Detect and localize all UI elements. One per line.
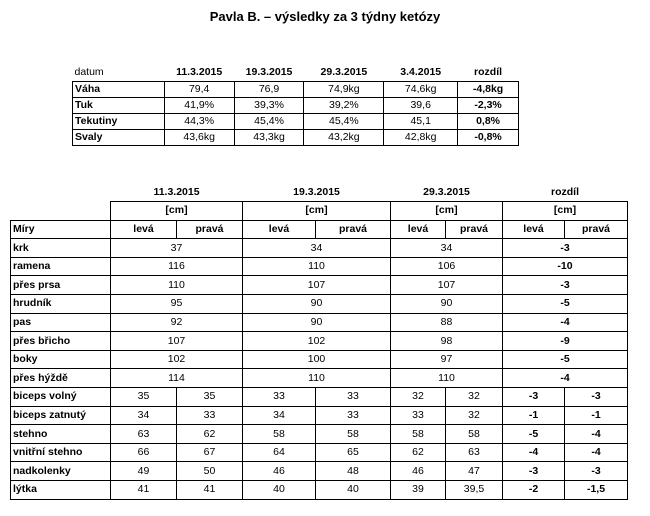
summary-cell: 41,9% [164,97,234,113]
value-cell: 65 [316,443,391,462]
table-row [11,481,628,500]
row-label: krk [11,239,111,258]
right-header: pravá [177,220,243,239]
value-cell: 90 [243,295,391,314]
value-cell: 98 [391,332,503,351]
table-row [11,425,628,444]
date-header: rozdíl [551,185,580,198]
value-cell: 107 [391,276,503,295]
summary-row [73,81,519,97]
row-label: pas [11,313,111,332]
summary-row-label: Svaly [73,129,165,145]
summary-row [73,97,519,113]
value-cell: 47 [446,462,503,481]
row-label: boky [11,350,111,369]
summary-diff-cell: -4,8kg [458,81,519,97]
summary-row-label: Váha [73,81,165,97]
diff-cell: -4 [565,425,628,444]
value-cell: 63 [111,425,177,444]
summary-header-datum: datum [74,66,104,79]
value-cell: 32 [446,406,503,425]
diff-cell: -10 [503,257,628,276]
diff-cell: -1 [503,406,565,425]
row-label: lýtka [11,481,111,500]
value-cell: 90 [391,295,503,314]
value-cell: 35 [177,388,243,407]
summary-cell: 45,1 [384,113,458,129]
table-row [11,276,628,295]
value-cell: 46 [391,462,446,481]
left-header: levá [111,220,177,239]
value-cell: 33 [316,388,391,407]
measurements-table [10,183,628,500]
summary-cell: 79,4 [164,81,234,97]
summary-diff-cell: -0,8% [458,129,519,145]
value-cell: 50 [177,462,243,481]
diff-cell: -4 [503,443,565,462]
summary-table [72,65,519,146]
value-cell: 39 [391,481,446,500]
value-cell: 32 [446,388,503,407]
summary-row [73,129,519,145]
row-label: přes prsa [11,276,111,295]
value-cell: 110 [243,369,391,388]
value-cell: 58 [316,425,391,444]
row-label: stehno [11,425,111,444]
value-cell: 88 [391,313,503,332]
diff-cell: -9 [503,332,628,351]
value-cell: 107 [243,276,391,295]
value-cell: 64 [243,443,316,462]
value-cell: 110 [243,257,391,276]
summary-cell: 74,6kg [384,81,458,97]
value-cell: 40 [243,481,316,500]
row-label: přes hýždě [11,369,111,388]
summary-header-date: 19.3.2015 [245,66,293,79]
diff-cell: -4 [565,443,628,462]
value-cell: 102 [111,350,243,369]
summary-row-label: Tuk [73,97,165,113]
table-row [11,406,628,425]
diff-cell: -1 [565,406,628,425]
value-cell: 46 [243,462,316,481]
value-cell: 33 [316,406,391,425]
value-cell: 49 [111,462,177,481]
table-row [11,257,628,276]
value-cell: 66 [111,443,177,462]
value-cell: 62 [391,443,446,462]
value-cell: 41 [177,481,243,500]
summary-diff-cell: -2,3% [458,97,519,113]
value-cell: 100 [243,350,391,369]
diff-cell: -3 [503,276,628,295]
summary-cell: 74,9kg [304,81,384,97]
table-row [11,332,628,351]
value-cell: 90 [243,313,391,332]
value-cell: 41 [111,481,177,500]
value-cell: 62 [177,425,243,444]
value-cell: 32 [391,388,446,407]
row-label: biceps volný [11,388,111,407]
value-cell: 110 [391,369,503,388]
page-title: Pavla B. – výsledky za 3 týdny ketózy [209,9,441,24]
table-row [11,462,628,481]
summary-header-date: 11.3.2015 [176,66,223,79]
summary-cell: 43,3kg [234,129,304,145]
value-cell: 34 [391,239,503,258]
blank-cell [11,183,111,202]
value-cell: 92 [111,313,243,332]
unit-header: [cm] [391,202,503,221]
diff-cell: -4 [503,313,628,332]
diff-cell: -5 [503,295,628,314]
summary-cell: 44,3% [164,113,234,129]
row-label: biceps zatnutý [11,406,111,425]
right-header: pravá [446,220,503,239]
value-cell: 97 [391,350,503,369]
value-cell: 33 [391,406,446,425]
value-cell: 34 [111,406,177,425]
summary-diff-cell: 0,8% [458,113,519,129]
value-cell: 116 [111,257,243,276]
summary-cell: 76,9 [234,81,304,97]
left-header: levá [391,220,446,239]
value-cell: 58 [446,425,503,444]
diff-cell: -3 [503,239,628,258]
table-row [11,295,628,314]
value-cell: 40 [316,481,391,500]
summary-cell: 43,6kg [164,129,234,145]
value-cell: 58 [243,425,316,444]
date-header: 11.3.2015 [153,185,200,198]
value-cell: 58 [391,425,446,444]
right-header: pravá [565,220,628,239]
date-header-row [11,183,628,202]
left-header: levá [503,220,565,239]
right-header: pravá [316,220,391,239]
table-row [11,239,628,258]
diff-cell: -3 [565,388,628,407]
diff-cell: -3 [503,388,565,407]
summary-cell: 39,2% [304,97,384,113]
blank-cell [11,202,111,221]
value-cell: 48 [316,462,391,481]
value-cell: 102 [243,332,391,351]
summary-cell: 42,8kg [384,129,458,145]
col-header-miry: Míry [11,220,111,239]
unit-header: [cm] [243,202,391,221]
summary-cell: 39,3% [234,97,304,113]
value-cell: 34 [243,239,391,258]
unit-header-row [11,202,628,221]
left-header: levá [243,220,316,239]
table-row [11,388,628,407]
summary-header-date: 3.4.2015 [400,66,442,79]
row-label: hrudník [11,295,111,314]
value-cell: 106 [391,257,503,276]
diff-cell: -5 [503,425,565,444]
summary-cell: 45,4% [234,113,304,129]
summary-row [73,113,519,129]
value-cell: 67 [177,443,243,462]
row-label: přes břicho [11,332,111,351]
side-header-row [11,220,628,239]
value-cell: 110 [111,276,243,295]
row-label: ramena [11,257,111,276]
diff-cell: -5 [503,350,628,369]
diff-cell: -2 [503,481,565,500]
table-row [11,313,628,332]
diff-cell: -1,5 [565,481,628,500]
value-cell: 33 [177,406,243,425]
value-cell: 34 [243,406,316,425]
summary-header-date: 29.3.2015 [320,66,368,79]
unit-header: [cm] [503,202,628,221]
value-cell: 37 [111,239,243,258]
table-row [11,369,628,388]
row-label: nadkolenky [11,462,111,481]
diff-cell: -3 [565,462,628,481]
value-cell: 33 [243,388,316,407]
unit-header: [cm] [111,202,243,221]
summary-cell: 43,2kg [304,129,384,145]
summary-header-row [73,65,519,81]
summary-header-diff: rozdíl [474,66,503,79]
date-header: 29.3.2015 [423,185,470,198]
summary-cell: 45,4% [304,113,384,129]
date-header: 19.3.2015 [293,185,340,198]
table-row [11,443,628,462]
value-cell: 107 [111,332,243,351]
summary-row-label: Tekutiny [73,113,165,129]
table-row [11,350,628,369]
value-cell: 95 [111,295,243,314]
row-label: vnitřní stehno [11,443,111,462]
summary-cell: 39,6 [384,97,458,113]
value-cell: 39,5 [446,481,503,500]
value-cell: 35 [111,388,177,407]
value-cell: 114 [111,369,243,388]
diff-cell: -4 [503,369,628,388]
value-cell: 63 [446,443,503,462]
diff-cell: -3 [503,462,565,481]
